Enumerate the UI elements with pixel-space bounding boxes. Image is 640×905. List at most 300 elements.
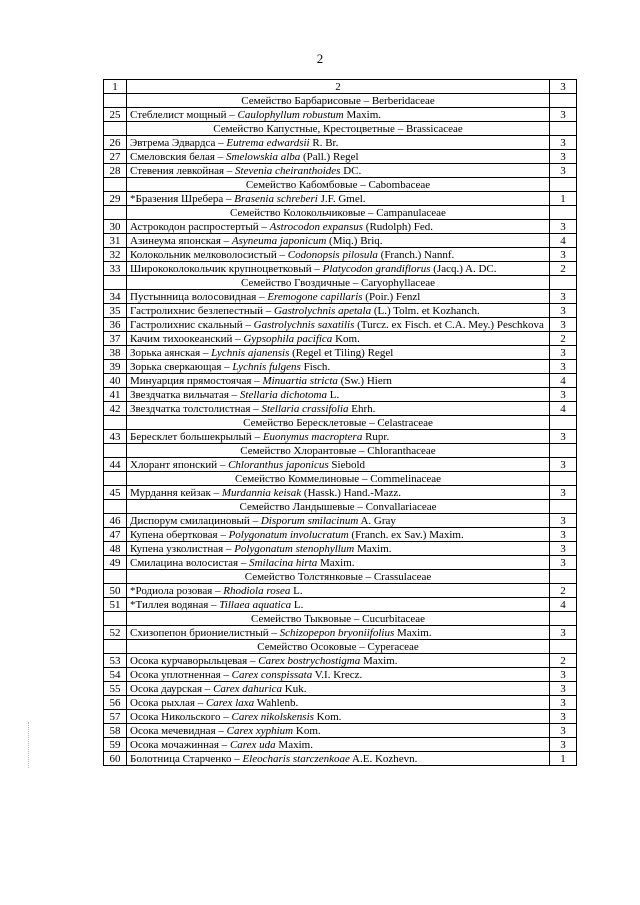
family-row <box>104 416 577 430</box>
species-latin-name: Polygonatum involucratum <box>228 529 349 541</box>
species-author: (Poir.) Fenzl <box>362 291 421 303</box>
species-name-cell <box>127 136 550 150</box>
rarity-category: 3 <box>550 738 577 752</box>
family-name: Семейство Гвоздичные – Caryophyllaceae <box>127 276 550 290</box>
species-author: Kom. <box>332 333 360 345</box>
species-latin-name: Carex bostrychostigma <box>258 655 361 667</box>
species-name-cell <box>127 150 550 164</box>
rarity-category: 3 <box>550 248 577 262</box>
species-row <box>104 696 577 710</box>
species-number: 53 <box>104 654 127 668</box>
species-russian-name: Диспорум смилациновый – <box>130 515 261 527</box>
species-number: 57 <box>104 710 127 724</box>
family-name: Семейство Бересклетовые – Celastraceae <box>127 416 550 430</box>
family-name: Семейство Барбарисовые – Berberidaceae <box>127 94 550 108</box>
species-number: 59 <box>104 738 127 752</box>
species-number: 49 <box>104 556 127 570</box>
rarity-category: 1 <box>550 192 577 206</box>
species-number: 32 <box>104 248 127 262</box>
family-row-number-cell <box>104 416 127 430</box>
species-latin-name: Stellaria dichotoma <box>239 389 327 401</box>
species-number: 27 <box>104 150 127 164</box>
rarity-category: 3 <box>550 220 577 234</box>
species-russian-name: Осока мочажинная – <box>130 739 230 751</box>
family-row <box>104 122 577 136</box>
species-row <box>104 318 577 332</box>
species-name-cell <box>127 332 550 346</box>
family-name: Семейство Тыквовые – Cucurbitaceae <box>127 612 550 626</box>
family-row-category-cell <box>550 570 577 584</box>
species-latin-name: Carex xyphium <box>226 725 294 737</box>
rarity-category: 3 <box>550 304 577 318</box>
species-name-cell <box>127 304 550 318</box>
family-row-number-cell <box>104 206 127 220</box>
species-author: (Franch. ex Sav.) Maxim. <box>348 529 464 541</box>
family-name: Семейство Толстянковые – Crassulaceae <box>127 570 550 584</box>
species-author: Kom. <box>313 711 342 723</box>
species-name-cell <box>127 108 550 122</box>
species-name-cell <box>127 514 550 528</box>
species-name-cell <box>127 374 550 388</box>
species-number: 29 <box>104 192 127 206</box>
species-latin-name: Carex conspissata <box>231 669 313 681</box>
species-row <box>104 108 577 122</box>
species-author: Fisch. <box>300 361 331 373</box>
species-russian-name: Звездчатка вильчатая – <box>130 389 240 401</box>
species-author: (Turcz. ex Fisch. et C.A. Mey.) Peschkova <box>354 319 544 331</box>
species-name-cell <box>127 668 550 682</box>
species-latin-name: Brasenia schreberi <box>234 193 318 205</box>
family-row <box>104 570 577 584</box>
species-latin-name: Asyneuma japonicum <box>231 235 327 247</box>
species-row <box>104 654 577 668</box>
rarity-category: 3 <box>550 710 577 724</box>
species-row <box>104 710 577 724</box>
species-russian-name: Пустынница волосовидная – <box>130 291 268 303</box>
rarity-category: 3 <box>550 430 577 444</box>
family-name: Семейство Хлорантовые – Chloranthaceae <box>127 444 550 458</box>
species-russian-name: Ширококолокольчик крупноцветковый – <box>130 263 323 275</box>
rarity-category: 3 <box>550 682 577 696</box>
family-row <box>104 444 577 458</box>
rarity-category: 3 <box>550 388 577 402</box>
species-row <box>104 598 577 612</box>
species-russian-name: Схизопепон бриониелистный – <box>130 627 280 639</box>
species-latin-name: Eleocharis starczenkoae <box>242 753 350 765</box>
species-number: 39 <box>104 360 127 374</box>
species-name-cell <box>127 682 550 696</box>
species-number: 48 <box>104 542 127 556</box>
species-author: (Hassk.) Hand.-Mazz. <box>301 487 402 499</box>
species-russian-name: Зорька аянская – <box>130 347 212 359</box>
rarity-category: 2 <box>550 654 577 668</box>
species-row <box>104 192 577 206</box>
species-russian-name: Осока мечевидная – <box>130 725 227 737</box>
family-row-category-cell <box>550 444 577 458</box>
species-latin-name: Gypsophila pacifica <box>243 333 333 345</box>
family-row <box>104 206 577 220</box>
species-number: 55 <box>104 682 127 696</box>
species-russian-name: Зорька сверкающая – <box>130 361 233 373</box>
species-russian-name: Осока курчаворыльцевая – <box>130 655 259 667</box>
species-row <box>104 150 577 164</box>
family-row <box>104 472 577 486</box>
species-russian-name: Стеблелист мощный – <box>130 109 238 121</box>
species-russian-name: Осока уплотненная – <box>130 669 232 681</box>
rarity-category: 3 <box>550 696 577 710</box>
rarity-category: 2 <box>550 262 577 276</box>
species-author: L. <box>290 585 303 597</box>
species-row <box>104 584 577 598</box>
species-latin-name: Euonymus macroptera <box>262 431 363 443</box>
family-row-number-cell <box>104 640 127 654</box>
rarity-category: 2 <box>550 332 577 346</box>
species-latin-name: Chloranthus japonicus <box>228 459 329 471</box>
species-name-cell <box>127 528 550 542</box>
species-row <box>104 164 577 178</box>
species-number: 45 <box>104 486 127 500</box>
species-latin-name: Lychnis fulgens <box>232 361 301 373</box>
species-author: (L.) Tolm. et Kozhanch. <box>371 305 480 317</box>
rarity-category: 3 <box>550 360 577 374</box>
species-row <box>104 262 577 276</box>
species-row <box>104 346 577 360</box>
species-russian-name: Колокольник мелковолосистый – <box>130 249 288 261</box>
species-number: 33 <box>104 262 127 276</box>
species-number: 35 <box>104 304 127 318</box>
family-row-number-cell <box>104 94 127 108</box>
species-latin-name: Eremogone capillaris <box>267 291 363 303</box>
species-number: 30 <box>104 220 127 234</box>
species-author: R. Br. <box>309 137 339 149</box>
family-row-category-cell <box>550 640 577 654</box>
species-number: 38 <box>104 346 127 360</box>
species-russian-name: Бересклет большекрылый – <box>130 431 263 443</box>
species-latin-name: Murdannia keisak <box>221 487 302 499</box>
species-latin-name: Rhodiola rosea <box>223 585 291 597</box>
species-latin-name: Polygonatum stenophyllum <box>234 543 355 555</box>
species-number: 25 <box>104 108 127 122</box>
family-name: Семейство Капустные, Крестоцветные – Brassicaceae <box>127 122 550 136</box>
species-row <box>104 248 577 262</box>
species-latin-name: Gastrolychnis apetala <box>274 305 372 317</box>
species-latin-name: Stevenia cheiranthoides <box>235 165 341 177</box>
rarity-category: 3 <box>550 164 577 178</box>
family-row-category-cell <box>550 500 577 514</box>
species-row <box>104 220 577 234</box>
species-row <box>104 304 577 318</box>
species-author: A.E. Kozhevn. <box>349 753 418 765</box>
rarity-category: 3 <box>550 668 577 682</box>
species-russian-name: Купена обертковая – <box>130 529 229 541</box>
family-row-number-cell <box>104 612 127 626</box>
species-number: 41 <box>104 388 127 402</box>
species-number: 52 <box>104 626 127 640</box>
species-russian-name: Эвтрема Эдвардса – <box>130 137 227 149</box>
species-author: Ehrh. <box>348 403 376 415</box>
family-row-category-cell <box>550 276 577 290</box>
species-author: (Sw.) Hiern <box>337 375 392 387</box>
species-number: 43 <box>104 430 127 444</box>
species-russian-name: Мурдання кейзак – <box>130 487 222 499</box>
family-name: Семейство Колокольчиковые – Campanulaceae <box>127 206 550 220</box>
rarity-category: 3 <box>550 528 577 542</box>
family-row-category-cell <box>550 178 577 192</box>
family-row-number-cell <box>104 500 127 514</box>
species-author: (Pall.) Regel <box>300 151 359 163</box>
species-name-cell <box>127 318 550 332</box>
family-row <box>104 276 577 290</box>
species-latin-name: Schizopepon bryoniifolius <box>279 627 395 639</box>
species-number: 26 <box>104 136 127 150</box>
family-row-category-cell <box>550 612 577 626</box>
species-number: 28 <box>104 164 127 178</box>
species-row <box>104 290 577 304</box>
family-name: Семейство Ландышевые – Convallariaceae <box>127 500 550 514</box>
species-author: (Miq.) Briq. <box>326 235 383 247</box>
species-row <box>104 388 577 402</box>
species-name-cell <box>127 360 550 374</box>
species-name-cell <box>127 738 550 752</box>
species-row <box>104 136 577 150</box>
species-author: (Regel et Tiling) Regel <box>289 347 394 359</box>
species-name-cell <box>127 584 550 598</box>
species-number: 31 <box>104 234 127 248</box>
species-russian-name: *Бразения Шребера – <box>130 193 235 205</box>
species-latin-name: Astrocodon expansus <box>269 221 364 233</box>
species-name-cell <box>127 234 550 248</box>
species-name-cell <box>127 696 550 710</box>
species-name-cell <box>127 262 550 276</box>
species-author: Kom. <box>293 725 321 737</box>
header-col-category: 3 <box>550 80 577 94</box>
species-latin-name: Minuartia stricta <box>262 375 338 387</box>
species-russian-name: Минуарция прямостоячая – <box>130 375 263 387</box>
species-name-cell <box>127 220 550 234</box>
species-author: (Franch.) Nannf. <box>377 249 455 261</box>
species-russian-name: Астрокодон распростертый – <box>130 221 270 233</box>
family-row-number-cell <box>104 178 127 192</box>
rarity-category: 3 <box>550 514 577 528</box>
species-author: Kuk. <box>282 683 307 695</box>
species-russian-name: Смилацина волосистая – <box>130 557 250 569</box>
species-author: L. <box>327 389 340 401</box>
species-name-cell <box>127 486 550 500</box>
species-row <box>104 374 577 388</box>
species-row <box>104 752 577 766</box>
rarity-category: 3 <box>550 486 577 500</box>
species-author: Maxim. <box>394 627 432 639</box>
rarity-category: 3 <box>550 556 577 570</box>
family-row <box>104 500 577 514</box>
species-row <box>104 360 577 374</box>
species-russian-name: Хлорант японский – <box>130 459 229 471</box>
species-author: V.I. Krecz. <box>312 669 363 681</box>
species-name-cell <box>127 248 550 262</box>
species-number: 56 <box>104 696 127 710</box>
species-latin-name: Eutrema edwardsii <box>226 137 310 149</box>
species-author: L. <box>291 599 304 611</box>
species-latin-name: Platycodon grandiflorus <box>322 263 431 275</box>
family-row <box>104 178 577 192</box>
species-author: Maxim. <box>275 739 313 751</box>
species-name-cell <box>127 290 550 304</box>
species-name-cell <box>127 458 550 472</box>
species-russian-name: Купена узколистная – <box>130 543 235 555</box>
species-latin-name: Gastrolychnis saxatilis <box>253 319 355 331</box>
species-row <box>104 556 577 570</box>
species-row <box>104 486 577 500</box>
family-row-category-cell <box>550 472 577 486</box>
species-russian-name: Болотница Старченко – <box>130 753 243 765</box>
species-russian-name: Качим тихоокеанский – <box>130 333 244 345</box>
species-latin-name: Carex dahurica <box>213 683 283 695</box>
species-latin-name: Caulophyllum robustum <box>237 109 344 121</box>
rarity-category: 3 <box>550 290 577 304</box>
species-row <box>104 514 577 528</box>
species-name-cell <box>127 430 550 444</box>
rarity-category: 3 <box>550 458 577 472</box>
species-row <box>104 332 577 346</box>
family-row-number-cell <box>104 570 127 584</box>
species-author: (Jacq.) A. DC. <box>430 263 497 275</box>
species-russian-name: Азинеума японская – <box>130 235 232 247</box>
species-author: Maxim. <box>360 655 398 667</box>
species-author: (Rudolph) Fed. <box>363 221 434 233</box>
species-number: 36 <box>104 318 127 332</box>
species-author: Maxim. <box>317 557 355 569</box>
species-russian-name: Осока даурская – <box>130 683 214 695</box>
species-number: 37 <box>104 332 127 346</box>
species-row <box>104 682 577 696</box>
species-row <box>104 738 577 752</box>
species-table-body <box>104 80 577 766</box>
species-row <box>104 724 577 738</box>
species-row <box>104 458 577 472</box>
header-col-name: 2 <box>127 80 550 94</box>
page-number: 2 <box>316 51 324 66</box>
rarity-category: 3 <box>550 108 577 122</box>
species-number: 42 <box>104 402 127 416</box>
species-row <box>104 402 577 416</box>
species-row <box>104 542 577 556</box>
species-name-cell <box>127 752 550 766</box>
species-russian-name: Звездчатка толстолистная – <box>130 403 262 415</box>
species-latin-name: Smelowskia alba <box>226 151 301 163</box>
family-row-category-cell <box>550 94 577 108</box>
species-russian-name: Осока рыхлая – <box>130 697 206 709</box>
species-number: 51 <box>104 598 127 612</box>
species-number: 60 <box>104 752 127 766</box>
family-row-category-cell <box>550 206 577 220</box>
species-number: 46 <box>104 514 127 528</box>
species-latin-name: Smilacina hirta <box>249 557 318 569</box>
rarity-category: 3 <box>550 136 577 150</box>
species-table <box>103 79 577 766</box>
margin-scan-mark <box>28 722 31 768</box>
rarity-category: 3 <box>550 318 577 332</box>
species-author: Maxim. <box>343 109 382 121</box>
header-col-number: 1 <box>104 80 127 94</box>
species-number: 50 <box>104 584 127 598</box>
rarity-category: 4 <box>550 598 577 612</box>
species-russian-name: Гастролихнис скальный – <box>130 319 254 331</box>
species-latin-name: Carex nikolskensis <box>231 711 314 723</box>
species-number: 47 <box>104 528 127 542</box>
family-name: Семейство Коммелиновые – Commelinaceae <box>127 472 550 486</box>
species-name-cell <box>127 598 550 612</box>
species-russian-name: Осока Никольского – <box>130 711 232 723</box>
species-number: 54 <box>104 668 127 682</box>
species-author: Siebold <box>328 459 366 471</box>
family-row-category-cell <box>550 416 577 430</box>
species-author: J.F. Gmel. <box>317 193 366 205</box>
family-row-number-cell <box>104 472 127 486</box>
species-author: DC. <box>340 165 362 177</box>
species-row <box>104 626 577 640</box>
species-latin-name: Carex laxa <box>205 697 255 709</box>
table-header-row <box>104 80 577 94</box>
species-number: 34 <box>104 290 127 304</box>
species-name-cell <box>127 724 550 738</box>
species-name-cell <box>127 164 550 178</box>
species-number: 40 <box>104 374 127 388</box>
species-row <box>104 234 577 248</box>
family-row <box>104 612 577 626</box>
species-latin-name: Carex uda <box>229 739 276 751</box>
species-name-cell <box>127 626 550 640</box>
family-name: Семейство Кабомбовые – Cabombaceae <box>127 178 550 192</box>
species-name-cell <box>127 556 550 570</box>
species-author: Rupr. <box>362 431 390 443</box>
species-number: 58 <box>104 724 127 738</box>
rarity-category: 1 <box>550 752 577 766</box>
species-latin-name: Tillaea aquatica <box>219 599 292 611</box>
family-row-number-cell <box>104 444 127 458</box>
rarity-category: 4 <box>550 374 577 388</box>
rarity-category: 2 <box>550 584 577 598</box>
species-row <box>104 430 577 444</box>
species-russian-name: Стевения левкойная – <box>130 165 236 177</box>
species-latin-name: Stellaria crassifolia <box>261 403 349 415</box>
species-name-cell <box>127 346 550 360</box>
species-russian-name: Гастролихнис безлепестный – <box>130 305 275 317</box>
species-row <box>104 528 577 542</box>
species-name-cell <box>127 402 550 416</box>
rarity-category: 4 <box>550 402 577 416</box>
species-latin-name: Codonopsis pilosula <box>287 249 378 261</box>
family-row <box>104 94 577 108</box>
rarity-category: 4 <box>550 234 577 248</box>
family-row-number-cell <box>104 276 127 290</box>
species-author: A. Gray <box>358 515 396 527</box>
species-latin-name: Disporum smilacinum <box>260 515 359 527</box>
species-russian-name: *Родиола розовая – <box>130 585 224 597</box>
species-name-cell <box>127 710 550 724</box>
family-row <box>104 640 577 654</box>
species-name-cell <box>127 192 550 206</box>
rarity-category: 3 <box>550 150 577 164</box>
species-russian-name: Смеловския белая – <box>130 151 226 163</box>
rarity-category: 3 <box>550 542 577 556</box>
rarity-category: 3 <box>550 626 577 640</box>
species-author: Maxim. <box>354 543 392 555</box>
species-name-cell <box>127 654 550 668</box>
species-russian-name: *Тиллея водяная – <box>130 599 220 611</box>
species-number: 44 <box>104 458 127 472</box>
rarity-category: 3 <box>550 346 577 360</box>
rarity-category: 3 <box>550 724 577 738</box>
